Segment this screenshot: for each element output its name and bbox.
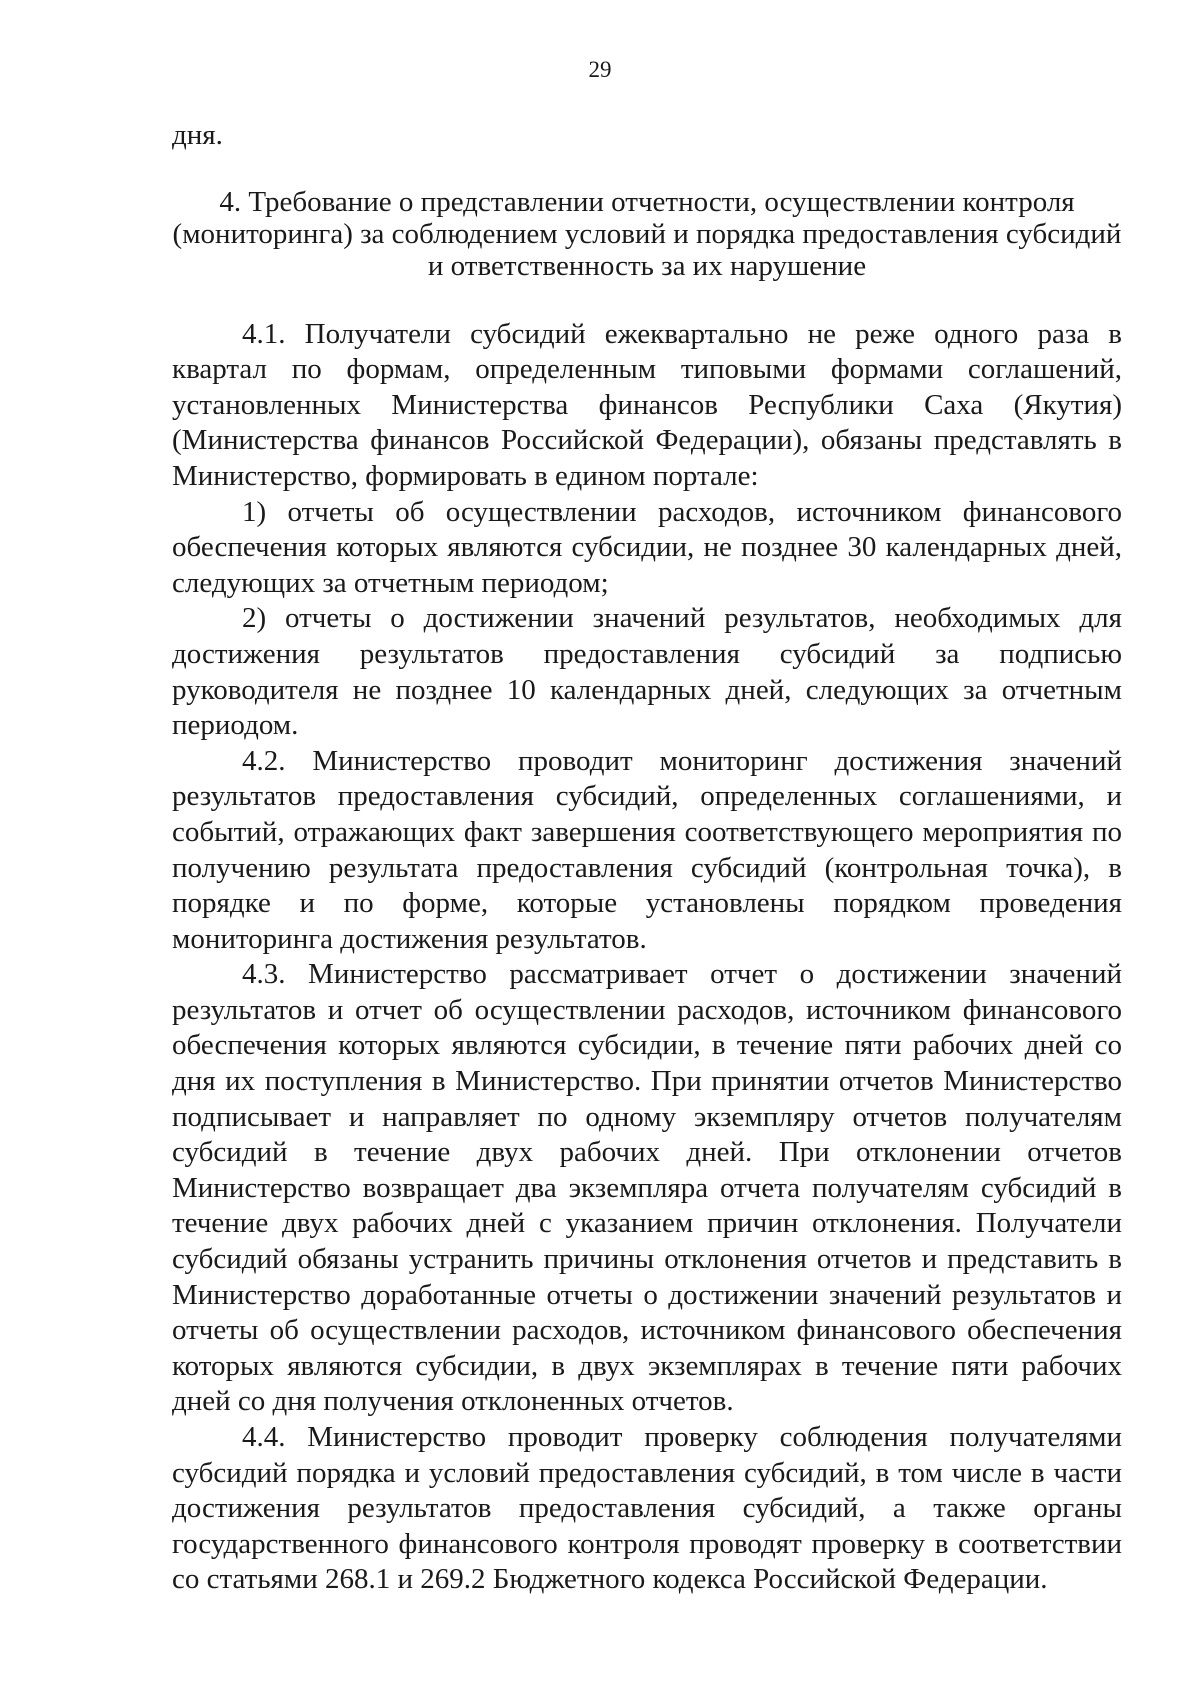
page-number: 29: [588, 57, 612, 82]
paragraph-4-3: 4.3. Министерство рассматривает отчет о достижении значений результатов и отчет об осуществлении расходов, источником финансового обеспечения которых являются субсидии, в течение пяти рабочих дней со дня их поступления в Министерство. При принятии отчетов Министерство подписывает и направляет по одному экземпляру отчетов получателям субсидий в течение двух рабочих дней. При отклонении отчетов Министерство возвращает два экземпляра отчета получателям субсидий в течение двух рабочих дней с указанием причин отклонения. Получатели субсидий обязаны устранить причины отклонения отчетов и представить в Министерство доработанные отчеты о достижении значений результатов и отчеты об осуществлении расходов, источником финансового обеспечения которых являются субсидии, в двух экземплярах в течение пяти рабочих дней со дня получения отклоненных отчетов.: [172, 958, 1122, 1418]
section-heading-line-3: и ответственность за их нарушение: [427, 249, 867, 282]
paragraph-4-1-item-1: 1) отчеты об осуществлении расходов, источником финансового обеспечения которых являются субсидии, не позднее 30 календарных дней, следующих за отчетным периодом;: [172, 495, 1122, 599]
paragraph-4-1: 4.1. Получатели субсидий ежеквартально не реже одного раза в квартал по формам, определенным типовыми формами соглашений, установленных Министерства финансов Республики Саха (Якутия) (Министерства финансов Российской Федерации), обязаны представлять в Министерство, формировать в едином портале:: [172, 317, 1122, 492]
paragraph-4-1-item-2: 2) отчеты о достижении значений результатов, необходимых для достижения результатов предоставления субсидий за подписью руководителя не позднее 10 календарных дней, следующих за отчетным периодом.: [172, 602, 1122, 742]
paragraph-4-2: 4.2. Министерство проводит мониторинг достижения значений результатов предоставления субсидий, определенных соглашениями, и событий, отражающих факт завершения соответствующего мероприятия по получению результата предоставления субсидий (контрольная точка), в порядке и по форме, которые установлены порядком проведения мониторинга достижения результатов.: [172, 744, 1122, 955]
section-heading: [172, 186, 1122, 282]
document-body: [172, 118, 1122, 1598]
continuation-text: дня.: [172, 119, 223, 151]
section-heading-line-1: 4. Требование о представлении отчетности, осуществлении контроля: [219, 185, 1075, 218]
section-heading-line-2: (мониторинга) за соблюдением условий и порядка предоставления субсидий: [172, 217, 1122, 250]
paragraph-4-4: 4.4. Министерство проводит проверку соблюдения получателями субсидий порядка и условий предоставления субсидий, в том числе в части достижения результатов предоставления субсидий, а также органы государственного финансового контроля проводят проверку в соответствии со статьями 268.1 и 269.2 Бюджетного кодекса Российской Федерации.: [172, 1421, 1122, 1596]
